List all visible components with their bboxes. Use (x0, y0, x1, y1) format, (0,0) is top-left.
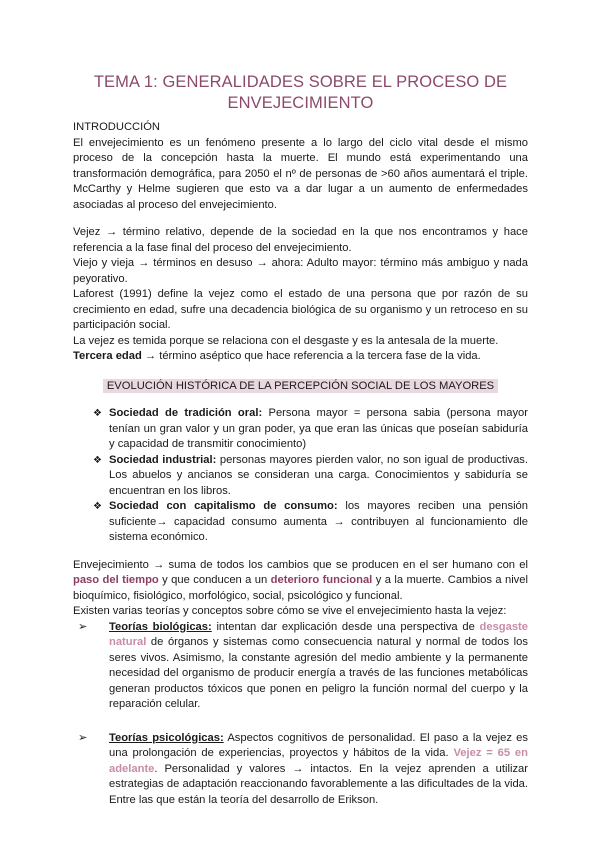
theory-text: intentan dar explicación desde una perspectiva de (211, 620, 480, 633)
intro-paragraph: El envejecimiento es un fenómeno presente a lo largo del ciclo vital desde el mismo proceso de la concepción hasta la muerte. El mundo está experimentando una transformación demográfica, para 2050 el nº de personas de >60 años aumentará el triple. McCarthy y Helme sugieren que esto va a dar lugar a un aumento de enfermedades asociadas al proceso del envejecimiento. (73, 136, 528, 211)
highlight-desgaste-natural: desgaste natural (109, 620, 529, 648)
title-line-1: TEMA 1: GENERALIDADES SOBRE EL PROCESO DE (93, 73, 508, 91)
tercera-edad-definition (73, 349, 528, 365)
laforest-definition: Laforest (1991) define la vejez como el estado de una persona que por razón de su crecimiento en edad, sufre una decadencia biológica de su organismo y un retroceso en su participación social. (73, 288, 528, 331)
highlight-vejez-65: Vejez = 65 en adelante (109, 747, 528, 775)
list-item (78, 731, 528, 809)
theory-label: Teorías psicológicas: (109, 731, 224, 744)
list-item (93, 406, 528, 453)
env-text-b: y que conducen a un (158, 574, 271, 586)
tercera-edad-label: Tercera edad (73, 350, 142, 362)
society-text: Persona mayor = persona sabia (persona mayor tenían un gran valor y un gran poder, ya que eran las únicas que poseían sabiduría y capacidad de transmitir conocimiento) (109, 407, 528, 450)
section-heading (73, 379, 528, 395)
tercera-edad-text: → término aséptico que hace referencia a la tercera fase de la vida. (141, 350, 481, 362)
arrow-bullet-icon: ➢ (78, 731, 88, 744)
vejez-temida: La vejez es temida porque se relaciona con el desgaste y es la antesala de la muerte. (73, 334, 499, 347)
arrow-bullet-icon: ➢ (78, 620, 88, 633)
diamond-bullet-icon: ❖ (93, 501, 102, 512)
list-item (93, 453, 528, 500)
vejez-definition: Vejez → término relativo, depende de la sociedad en la que nos encontramos y hace referencia a la fase final del proceso del envejecimiento. (73, 226, 528, 254)
society-text: personas mayores pierden valor, no son igual de productivas. Los abuelos y ancianos se consideran una carga. Conocimientos y sabiduría se encuentran en los libros. (109, 453, 529, 497)
envejecimiento-definition (73, 558, 528, 605)
page-content (73, 72, 528, 808)
section-heading-text: EVOLUCIÓN HISTÓRICA DE LA PERCEPCIÓN SOCIAL DE LOS MAYORES (103, 379, 498, 393)
page-title (73, 72, 528, 114)
list-item (93, 499, 528, 546)
env-text-c: y a la muerte. Cambios a nivel bioquímico, fisiológico, morfológico, social, psicológico y funcional. (73, 574, 528, 602)
society-label: Sociedad de tradición oral: (109, 407, 263, 419)
theory-text: de órganos y sistemas como consecuencia natural y normal de todos los seres vivos. Asimismo, la constante agresión del medio ambiente y la permanente necesidad del organismo de producir energía a través de las funciones metabólicas generan productos tóxicos que ponen en peligro la función normal del cuerpo y la reparación celular. (109, 636, 528, 710)
societies-list (73, 406, 528, 546)
theory-text: . Personalidad y valores → intactos. En la vejez aprenden a utilizar estrategias de adaptación reaccionando favorablemente a las dificultades de la vida. Entre las que están la teoría del desarrollo de Erikson. (109, 762, 528, 806)
society-label: Sociedad con capitalismo de consumo: (109, 500, 338, 512)
highlight-paso-del-tiempo: paso del tiempo (73, 574, 159, 586)
highlight-deterioro-funcional: deterioro funcional (270, 574, 373, 586)
theory-label: Teorías biológicas: (109, 620, 212, 633)
theories-list (73, 620, 528, 713)
viejo-definition: Viejo y vieja → términos en desuso → ahora: Adulto mayor: término más ambiguo y nada peyorativo. (73, 257, 528, 285)
teorias-intro: Existen varias teorías y conceptos sobre cómo se vive el envejecimiento hasta la vejez: (73, 605, 507, 617)
theories-list (73, 731, 528, 809)
intro-heading: INTRODUCCIÓN (73, 121, 161, 133)
society-text: los mayores reciben una pensión suficiente→ capacidad consumo aumenta → contribuyen al funcionamiento dle sistema económico. (109, 500, 528, 543)
theory-text: Aspectos cognitivos de personalidad. El paso a la vejez es una prolongación de experiencias, proyectos y hábitos de la vida. (109, 731, 528, 759)
diamond-bullet-icon: ❖ (93, 454, 102, 466)
diamond-bullet-icon: ❖ (93, 408, 102, 419)
list-item (78, 620, 528, 713)
env-text-a: Envejecimiento → suma de todos los cambios que se producen en el ser humano con el (73, 558, 528, 571)
society-label: Sociedad industrial: (109, 453, 217, 466)
title-line-2: ENVEJECIMIENTO (227, 94, 374, 112)
